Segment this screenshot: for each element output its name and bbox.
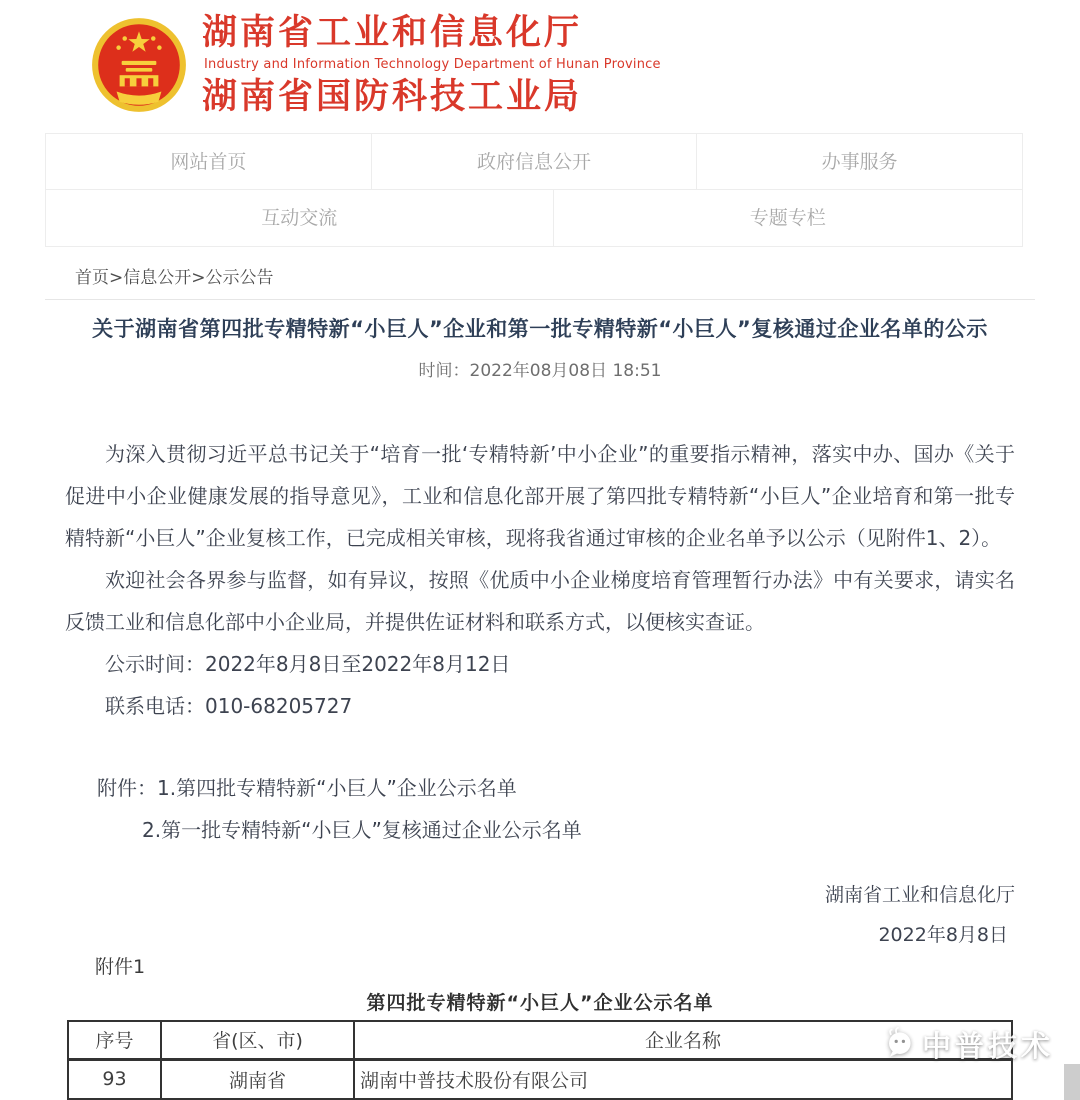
cell-company: 湖南中普技术股份有限公司 [354, 1059, 1012, 1099]
nav-item-gov-info[interactable]: 政府信息公开 [372, 134, 698, 190]
org-name-english: Industry and Information Technology Department of Hunan Province [204, 56, 661, 72]
breadcrumb-divider [45, 299, 1035, 300]
paragraph-1: 为深入贯彻习近平总书记关于“培育一批‘专精特新’中小企业”的重要指示精神，落实中办、国办《关于促进中小企业健康发展的指导意见》，工业和信息化部开展了第四批专精特新“小巨人”企业培育和第一批专精特新“小巨人”企业复核工作，已完成相关审核，现将我省通过审核的企业名单予以公示（见附件1、2）。 [65, 442, 1015, 550]
notice-period: 公示时间：2022年8月8日至2022年8月12日 [105, 652, 511, 676]
breadcrumb[interactable]: 首页>信息公开>公示公告 [75, 268, 274, 288]
paragraph-2: 欢迎社会各界参与监督，如有异议，按照《优质中小企业梯度培育管理暂行办法》中有关要求，请实名反馈工业和信息化部中小企业局，并提供佐证材料和联系方式，以便核实查证。 [65, 568, 1015, 634]
nav-item-special-columns[interactable]: 专题专栏 [749, 207, 826, 229]
article-body [0, 433, 1080, 851]
attachment1-label: 附件1 [95, 956, 146, 978]
cell-province: 湖南省 [161, 1059, 354, 1099]
nav-item-interaction[interactable]: 互动交流 [46, 190, 554, 246]
cell-index: 93 [68, 1059, 161, 1099]
nav-item-services[interactable]: 办事服务 [697, 134, 1022, 190]
col-header-company: 企业名称 [354, 1021, 1012, 1059]
article-title: 关于湖南省第四批专精特新“小巨人”企业和第一批专精特新“小巨人”复核通过企业名单的公示 [92, 317, 988, 341]
attachment1-table-title: 第四批专精特新“小巨人”企业公示名单 [366, 992, 714, 1014]
edge-artifact [1064, 1064, 1080, 1100]
watermark-text: 中普技术 [921, 1029, 1054, 1063]
signature-org: 湖南省工业和信息化厅 [824, 884, 1015, 906]
nav-row-2 [46, 190, 1022, 246]
contact-phone: 联系电话：010-68205727 [105, 694, 353, 718]
nav-item-home[interactable]: 网站首页 [46, 134, 372, 190]
attachments-label: 附件： [97, 776, 157, 800]
signature-date: 2022年8月8日 [878, 924, 1008, 946]
nav-row-1 [46, 134, 1022, 190]
site-header [0, 0, 1080, 133]
table-row [68, 1059, 1012, 1099]
enterprise-table [67, 1020, 1013, 1100]
table-header-row [68, 1021, 1012, 1059]
col-header-province: 省(区、市) [161, 1021, 354, 1059]
attachment-item-2: 2.第一批专精特新“小巨人”复核通过企业公示名单 [142, 818, 582, 842]
article-time: 时间：2022年08月08日 18:51 [418, 361, 662, 381]
main-nav [45, 133, 1023, 247]
org-name-line2: 湖南省国防科技工业局 [202, 76, 583, 117]
org-names [202, 10, 661, 119]
col-header-index: 序号 [68, 1021, 161, 1059]
national-emblem-logo [88, 14, 190, 116]
attachments-line-1 [65, 767, 1015, 809]
org-name-line1: 湖南省工业和信息化厅 [202, 13, 583, 53]
attachment-item-1: 1.第四批专精特新“小巨人”企业公示名单 [157, 776, 517, 800]
